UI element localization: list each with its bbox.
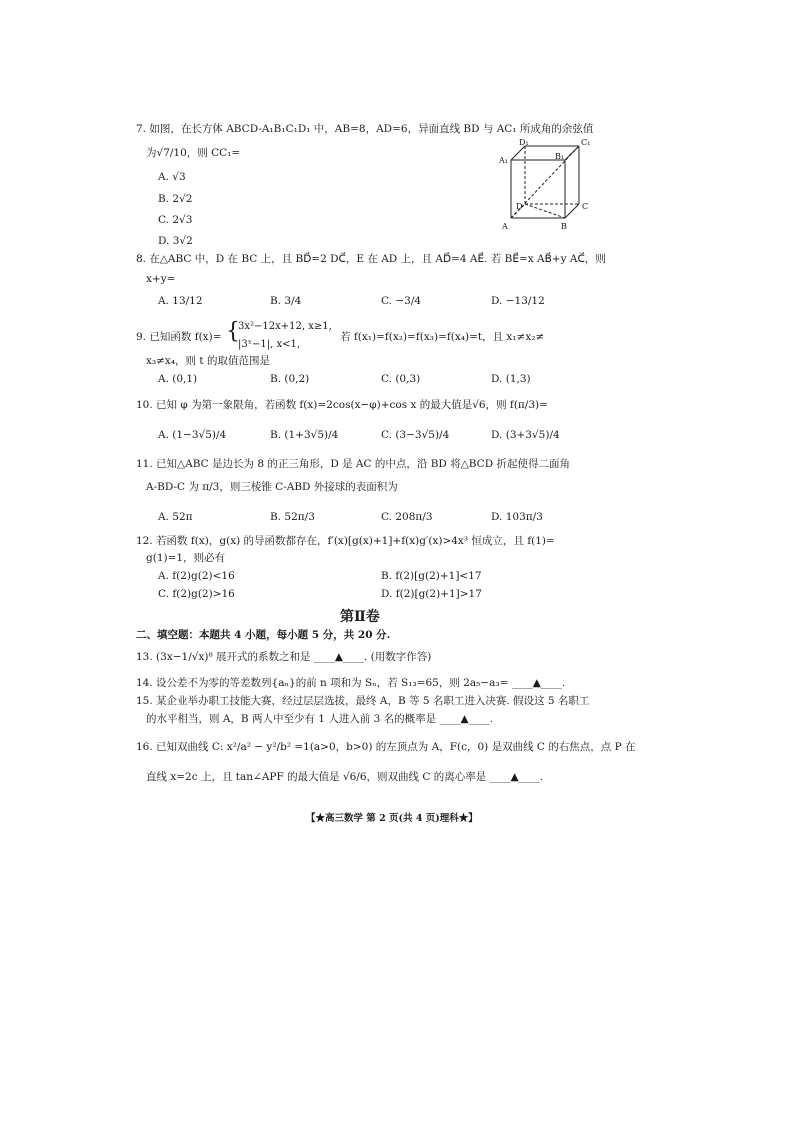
q7-option-a: A. √3 — [158, 171, 186, 183]
q11-option-c: C. 208π/3 — [381, 511, 433, 523]
q7-option-b: B. 2√2 — [158, 193, 193, 205]
q12-option-b: B. f(2)[g(2)+1]<17 — [381, 570, 482, 582]
q15-line2: 的水平相当，则 A，B 两人中至少有 1 人进入前 3 名的概率是 ____▲____. — [146, 713, 493, 725]
q11-line2: A-BD-C 为 π/3，则三棱锥 C-ABD 外接球的表面积为 — [146, 481, 398, 493]
q12-line1: 12. 若函数 f(x)，g(x) 的导函数都存在，f′(x)[g(x)+1]+f(x)g′(x)>4x³ 恒成立，且 f(1)= — [136, 535, 555, 547]
q9-option-b: B. (0,2) — [270, 373, 310, 385]
label-a1: A₁ — [499, 156, 508, 165]
label-b1: B₁ — [555, 152, 565, 161]
q8-option-d: D. −13/12 — [491, 295, 545, 307]
q10-option-c: C. (3−3√5)/4 — [381, 429, 450, 441]
q9-line2: x₃≠x₄，则 t 的取值范围是 — [146, 355, 270, 367]
q11-option-b: B. 52π/3 — [270, 511, 315, 523]
q9-option-a: A. (0,1) — [158, 373, 198, 385]
q9-case2: |3ˣ−1|, x<1, — [238, 339, 300, 350]
q7-line2: 为√7/10，则 CC₁= — [146, 147, 241, 159]
label-b: B — [561, 222, 567, 231]
q13: 13. (3x−1/√x)⁸ 展开式的系数之和是 ____▲____. (用数字作答) — [136, 651, 432, 663]
q10-line1: 10. 已知 φ 为第一象限角，若函数 f(x)=2cos(x−φ)+cos x 的最大值是√6，则 f(π/3)= — [136, 399, 548, 411]
q7-option-d: D. 3√2 — [158, 235, 193, 247]
q11-option-a: A. 52π — [158, 511, 193, 523]
q15-line1: 15. 某企业举办职工技能大赛，经过层层选拔，最终 A，B 等 5 名职工进入决赛. 假设这 5 名职工 — [136, 695, 590, 707]
q10-option-a: A. (1−3√5)/4 — [158, 429, 227, 441]
q8-option-a: A. 13/12 — [158, 295, 203, 307]
q8-line2: x+y= — [146, 273, 176, 285]
part2-title: 第Ⅱ卷 — [340, 609, 380, 625]
q12-option-c: C. f(2)g(2)>16 — [158, 588, 235, 600]
q8-line1: 8. 在△ABC 中，D 在 BC 上，且 BD⃗=2 DC⃗，E 在 AD 上，且 AD⃗=4 AE⃗. 若 BE⃗=x AB⃗+y AC⃗，则 — [136, 253, 606, 265]
q12-option-d: D. f(2)[g(2)+1]>17 — [381, 588, 482, 600]
label-c: C — [582, 202, 589, 211]
cuboid-figure — [497, 138, 595, 236]
q8-option-c: C. −3/4 — [381, 295, 422, 307]
q11-option-d: D. 103π/3 — [491, 511, 543, 523]
q14: 14. 设公差不为零的等差数列{aₙ}的前 n 项和为 Sₙ，若 S₁₃=65，则 2a₅−a₃= ____▲____. — [136, 677, 566, 689]
page-footer: 【★高三数学 第 2 页(共 4 页)理科★】 — [306, 813, 478, 824]
q9-option-c: C. (0,3) — [381, 373, 421, 385]
q7-line1: 7. 如图，在长方体 ABCD-A₁B₁C₁D₁ 中，AB=8，AD=6，异面直线 BD 与 AC₁ 所成角的余弦值 — [136, 123, 594, 135]
q12-line2: g(1)=1，则必有 — [146, 552, 226, 564]
label-d: D — [516, 202, 523, 211]
q8-option-b: B. 3/4 — [270, 295, 302, 307]
q9-line1b: 若 f(x₁)=f(x₂)=f(x₃)=f(x₄)=t，且 x₁≠x₂≠ — [340, 331, 545, 343]
q16-line2: 直线 x=2c 上，且 tan∠APF 的最大值是 √6/6，则双曲线 C 的离心率是 ____▲____. — [146, 771, 543, 783]
q9-option-d: D. (1,3) — [491, 373, 531, 385]
q10-option-b: B. (1+3√5)/4 — [270, 429, 339, 441]
q10-option-d: D. (3+3√5)/4 — [491, 429, 560, 441]
q9-line1a: 9. 已知函数 f(x)= — [136, 331, 222, 343]
label-d1: D₁ — [519, 138, 529, 147]
q9-brace: { — [226, 319, 240, 344]
q16-line1: 16. 已知双曲线 C: x²/a² − y²/b² =1(a>0，b>0) 的左顶点为 A，F(c，0) 是双曲线 C 的右焦点，点 P 在 — [136, 741, 636, 753]
q12-option-a: A. f(2)g(2)<16 — [158, 570, 235, 582]
q9-case1: 3x²−12x+12, x≥1, — [238, 321, 332, 332]
label-c1: C₁ — [581, 138, 591, 147]
q11-line1: 11. 已知△ABC 是边长为 8 的正三角形，D 是 AC 的中点，沿 BD 将△BCD 折起使得二面角 — [136, 458, 570, 470]
section2-header: 二、填空题：本题共 4 小题，每小题 5 分，共 20 分. — [136, 629, 391, 641]
q7-option-c: C. 2√3 — [158, 214, 193, 226]
label-a: A — [502, 222, 508, 231]
